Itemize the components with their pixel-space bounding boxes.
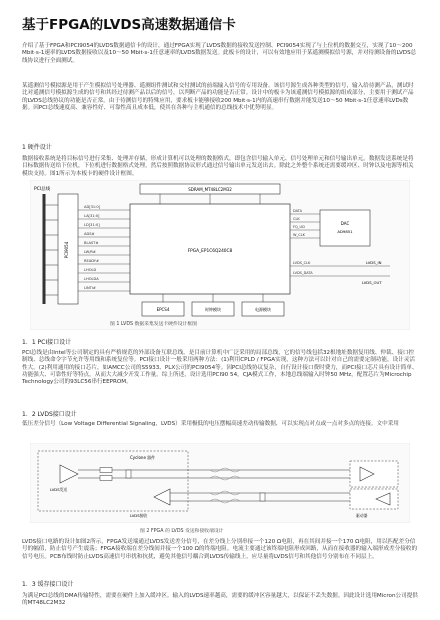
lvds-rx-label: LVDS接收 — [130, 513, 148, 518]
signal-label: LW/R# — [84, 250, 96, 254]
cyclone-label: Cyclone 器件 — [130, 455, 156, 460]
pci-bus-label: PCI总线 — [34, 187, 51, 192]
lvds-tx-label: LVDS发送 — [50, 487, 68, 492]
paragraph-system: 数据接收系统是将目标信号进行采集、处理并存储，形成计算机可以处理的数据格式，即包含信号输入单元、信号处理单元和信号输出单元。数据发送系统是将目标数据传送给下位机，下位机进行数据格式处理，然后按照数据协议形式通过信号输出单元发送出去。除此之外整个系统还需要缓冲区、时钟以及电源等相关模块支持。图1所示为本板卡的硬件设计框图。 — [22, 156, 414, 177]
fpga-label: FPGA_EP1C6Q240C8 — [187, 249, 233, 254]
signal-label: BLAST# — [84, 241, 99, 245]
paragraph-background: 某遥测信号模拟源是用于产生模拟信号处理器、遥测组件测试和交付测试的前端输入信号的专用设备。该信号源生成各种类型的信号，输入给待测产品，测试时比对遥测信号模拟源生成的信号和其经过待测产品以后的信号，以判断产品的功能是否正常。设计中的板卡为该遥测信号模拟源的组成部分，主要用于测试产品的LVDS总线协议的功能是否正常。由于待测信号的特殊应用，要求板卡能够接收200 Mbit·s-1内的高速串行数据并能发送10～50 Mbit·s-1任意速率LVDs数据。因PCI总线速度高、兼容性好、可靠性高且成本低，使其在各种与主机通信的总线技术中优势明显。 — [22, 83, 414, 111]
intro-paragraph: 介绍了基于FPGA和PCI9054的LVDS数据通信卡的设计，通过FPGA实现了LVDS数据的接收发送控制、PCI9054实现了与上位机的数据交互，实现了10～200 Mbit·s-1速率的LVDS数据接收以及10～50 Mbit·s-1任意速率的LVDS数据发送。此板卡的设计，可以有效地应用于某遥测模拟信号源，并对待测设备的LVDS总线协议进行全面测试。 — [22, 43, 417, 64]
signal-label: LVDS_DATA — [293, 271, 313, 275]
heading-pci: 1．1 PCI接口设计 — [22, 339, 72, 346]
power-label: 电源模块 — [255, 307, 271, 312]
paragraph-buffer: 为满足PCI总线的DMA传输特性，需要在硬件上加入缓冲区。输入的LVDS速率越高，需要的缓冲区容量越大，以保证不丢失数据。因此设计选用Micron公司提供的MT48LC2M32 — [22, 593, 418, 607]
signal-label: LINTi# — [84, 286, 96, 290]
heading-lvds: 1．2 LVDS接口设计 — [22, 411, 77, 418]
sdram-label: SDRAM_MT48LC2M32 — [188, 187, 232, 192]
page-title: 基于FPGA的LVDS高速数据通信卡 — [22, 17, 236, 33]
signal-label: AD[31:0] — [84, 205, 101, 209]
dac-box — [320, 210, 370, 246]
signal-label: DATA — [293, 209, 303, 213]
dac-label: DAC — [340, 221, 350, 226]
signal-label: LHOLD — [84, 268, 97, 272]
lvds-in-label: LVDS_IN — [366, 260, 382, 265]
signal-label: W_CLK — [293, 233, 305, 237]
paragraph-pci: PCI总线是由Intel等公司制定的具有严格规范的外部设备互联总线，是目前计算机中广泛采用的局部总线，它的信号线包括32根地址数据复用线、仲裁、接口控制线、总线命令字节允许等用线和系统复位等。PCI接口设计一般采用两种方法：(1)利用CPLD / FPGA实现，这种方法可以针对自己的需要定制功能，设计灵活性大。(2)利用通用的接口芯片，如AMCC公司的S5933、PLX公司的PCI9054等。因PCI总线协议复杂，自行设计接口费时费力，而PCI接口芯片具有设计简单、功能强大、可靠性好等特点，从而大大减少开发工作量。综上所述，设计选用PCI90 54，CJA模式工作，本地总线端输入时钟50 MHz，配置芯片为Microchip Technology公司的93LC56串行EEPROM。 — [22, 350, 418, 386]
figure-2-lvds-circuit — [30, 443, 410, 523]
paragraph-lvds-circuit: LVDS接口电路的设计如图2所示，FPGA发送端通过LVDS发送差分信号，在差分线上分别串接一个120 Ω电阻，再在其间并接一个170 Ω电阻，用以匹配差分信号的幅值，防止信号产生震荡；FPGA接收端在差分线间并接一个100 Ω的终端电阻。电流主要通过该终端电阻形成回路，从而在接收器的输入端形成差分接收的信号电压。PCB布线时防止LVDS高速信号串扰和抗扰，避免其他信号耦合到LVDS传输线上，应尽量将LVDS信号和其他信号分别布在不同层上。 — [22, 539, 418, 560]
signal-label: LA[31:0] — [84, 214, 100, 218]
figure-1-block-diagram — [30, 180, 410, 330]
figure-2-caption: 图 2 FPGA 的 LVDS 发送和接收端设计 — [140, 529, 224, 534]
figure-2-svg — [30, 443, 410, 523]
clock-label: 时钟模块 — [205, 307, 221, 312]
heading-buffer: 1．3 缓存接口设计 — [22, 581, 74, 588]
signal-label: LD[31:0] — [84, 223, 100, 227]
heading-hardware: 1 硬件设计 — [22, 144, 52, 151]
driver-label: 驱动器 — [356, 513, 368, 518]
signal-label: CLK — [293, 217, 300, 221]
dac-model-label: AD9851 — [337, 229, 353, 234]
paragraph-lvds: 低压差分信号（Low Voltage Differential Signaling，LVDS）采用极低的电压摆幅高速差动传输数据，可以实现点对点或一点对多点的连接。文中采用 — [22, 421, 399, 427]
signal-label: LHOLDA — [84, 277, 99, 281]
driver-box — [350, 489, 398, 509]
epcs-label: EPCS4 — [156, 307, 170, 312]
signal-label: FQ_UD — [293, 225, 305, 229]
pci9054-label: PCI9054 — [64, 241, 69, 259]
signal-label: LVDS_CLK — [293, 261, 311, 265]
signal-label: READY# — [84, 259, 100, 263]
figure-1-caption: 图 1 LVDS 数据采集发送卡硬件设计框图 — [110, 322, 197, 327]
figure-1-svg — [30, 180, 410, 330]
signal-label: ADS# — [84, 232, 95, 236]
lvds-out-label: LVDS_OUT — [362, 280, 382, 285]
